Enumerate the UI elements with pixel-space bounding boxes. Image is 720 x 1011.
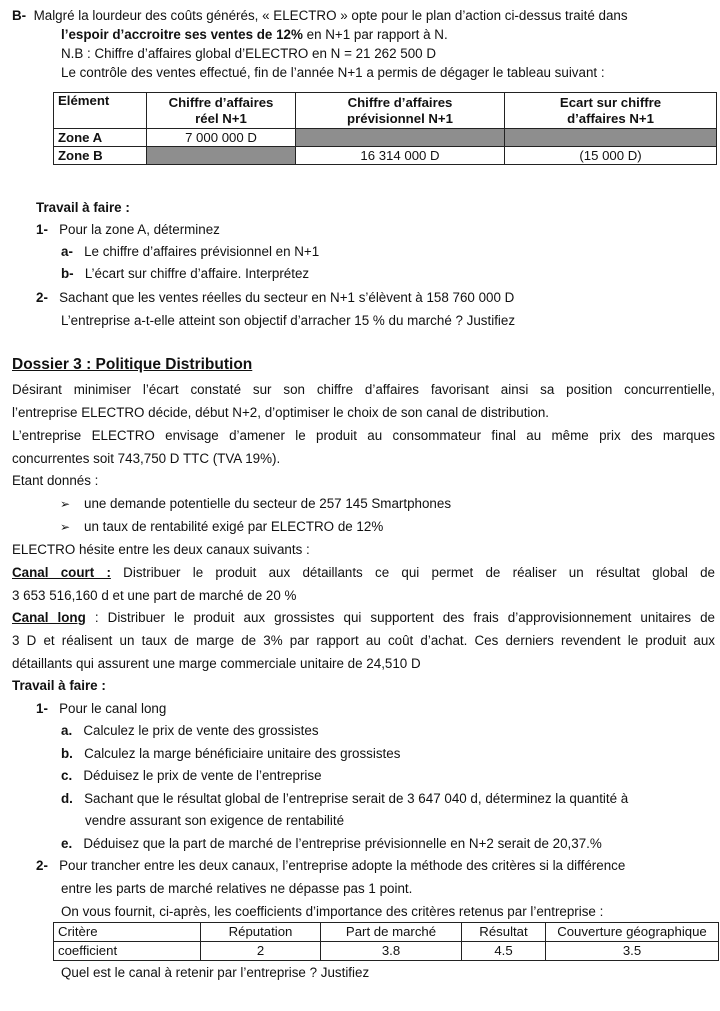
criteria-header-critere: Critère — [54, 923, 201, 942]
criteria-label-coefficient: coefficient — [54, 942, 201, 961]
d3-p1-line1: Désirant minimiser l’écart constaté sur son chiffre d’affaires favorisant ainsi sa position concurrentielle, — [12, 382, 715, 397]
zone-b-ca-prev: 16 314 000 D — [296, 147, 505, 165]
control-intro: Le contrôle des ventes effectué, fin de l’année N+1 a permis de dégager le tableau suivant : — [61, 65, 605, 80]
d3-question-2: 2- Pour trancher entre les deux canaux, l’entreprise adopte la méthode des critères si la différence — [36, 858, 626, 873]
d3-question-1b: b. Calculez la marge bénéficiaire unitaire des grossistes — [61, 746, 401, 761]
zone-b-ecart: (15 000 D) — [505, 147, 717, 165]
criteria-header-resultat: Résultat — [462, 923, 546, 942]
coef-couverture: 3.5 — [546, 942, 719, 961]
given-title: Etant donnés : — [12, 473, 99, 488]
bullet-rentability: ➢ un taux de rentabilité exigé par ELECTRO de 12% — [60, 519, 384, 534]
question-1a: a- Le chiffre d’affaires prévisionnel en N+1 — [61, 244, 320, 259]
d3-question-2-line3: On vous fournit, ci-après, les coefficients d’importance des critères retenus par l’entreprise : — [61, 904, 604, 919]
zone-a-ecart-blank — [505, 129, 717, 147]
d3-question-1e: e. Déduisez que la part de marché de l’entreprise prévisionnelle en N+2 serait de 20,37.% — [61, 836, 602, 851]
header-ca-reel-2: réel N+1 — [195, 110, 247, 126]
canal-long-label: Canal long — [12, 610, 86, 625]
header-ca-prev-1: Chiffre d’affaires — [347, 94, 453, 110]
question-1: 1- Pour la zone A, déterminez — [36, 222, 220, 237]
growth-goal-rest: en N+1 par rapport à N. — [302, 27, 448, 42]
d3-question-1: 1- Pour le canal long — [36, 701, 167, 716]
question-2: 2- Sachant que les ventes réelles du secteur en N+1 s’élèvent à 158 760 000 D — [36, 290, 515, 305]
d3-p2-line2: concurrentes soit 743,750 D TTC (TVA 19%). — [12, 451, 281, 466]
arrow-bullet-icon: ➢ — [60, 520, 71, 534]
criteria-header-reputation: Réputation — [201, 923, 321, 942]
sales-table-header — [54, 93, 717, 129]
criteria-table — [53, 922, 719, 961]
coef-resultat: 4.5 — [462, 942, 546, 961]
d3-question-2-line2: entre les parts de marché relatives ne dépasse pas 1 point. — [61, 881, 413, 896]
zone-a-ca-reel: 7 000 000 D — [147, 129, 296, 147]
question-2-line2: L’entreprise a-t-elle atteint son objectif d’arracher 15 % du marché ? Justifiez — [61, 313, 516, 328]
part-b-label: B- — [12, 8, 27, 23]
nb-note: N.B : Chiffre d’affaires global d’ELECTRO en N = 21 262 500 D — [61, 46, 437, 61]
d3-p1-line2: l’entreprise ELECTRO décide, début N+2, d’optimiser le choix de son canal de distribution. — [12, 405, 550, 420]
work-title-d3: Travail à faire : — [12, 678, 106, 693]
part-b-intro: Malgré la lourdeur des coûts générés, « ELECTRO » opte pour le plan d’action ci-dessus traité dans — [33, 8, 628, 23]
d3-question-1c: c. Déduisez le prix de vente de l’entreprise — [61, 768, 322, 783]
dossier-3-title: Dossier 3 : Politique Distribution — [12, 356, 253, 373]
question-1b: b- L’écart sur chiffre d’affaire. Interprétez — [61, 266, 310, 281]
zone-a-ca-prev-blank — [296, 129, 505, 147]
row-label-zone-b: Zone B — [58, 147, 103, 163]
canal-long-line1: Canal long : Distribuer le produit aux grossistes qui supportent des frais d’approvisionnement unitaires de — [12, 610, 715, 625]
hesitate-line: ELECTRO hésite entre les deux canaux suivants : — [12, 542, 310, 557]
criteria-header — [54, 923, 719, 942]
sales-table — [53, 92, 717, 165]
criteria-header-part: Part de marché — [321, 923, 462, 942]
header-ca-reel-1: Chiffre d’affaires — [168, 94, 274, 110]
header-ecart-1: Ecart sur chiffre — [559, 94, 662, 110]
part-b-line2 — [61, 26, 448, 43]
d3-question-1a: a. Calculez le prix de vente des grossistes — [61, 723, 319, 738]
header-ecart-2: d’affaires N+1 — [567, 110, 654, 126]
canal-court-line1: Canal court : Distribuer le produit aux détaillants ce qui permet de réaliser un résultat global de — [12, 565, 716, 580]
header-ca-prev-2: prévisionnel N+1 — [347, 110, 453, 126]
d3-p2-line1: L’entreprise ELECTRO envisage d’amener le produit au consommateur final au même prix des marques — [12, 428, 715, 443]
part-b-line1 — [12, 7, 628, 24]
work-title-b: Travail à faire : — [36, 200, 130, 215]
header-element: Elément — [58, 93, 110, 108]
canal-court-line2: 3 653 516,160 d et une part de marché de 20 % — [12, 588, 297, 603]
table-row — [54, 129, 717, 147]
final-question: Quel est le canal à retenir par l’entreprise ? Justifiez — [61, 965, 370, 980]
d3-question-1d-line2: vendre assurant son exigence de rentabilité — [85, 813, 345, 828]
coef-reputation: 2 — [201, 942, 321, 961]
criteria-row — [54, 942, 719, 961]
criteria-header-couverture: Couverture géographique — [546, 923, 719, 942]
canal-court-label: Canal court : — [12, 565, 111, 580]
canal-long-line3: détaillants qui assurent une marge commerciale unitaire de 24,510 D — [12, 656, 421, 671]
growth-goal: l’espoir d’accroitre ses ventes de 12% — [61, 27, 303, 42]
d3-question-1d: d. Sachant que le résultat global de l’entreprise serait de 3 647 040 d, déterminez la quantité à — [61, 791, 629, 806]
arrow-bullet-icon: ➢ — [60, 497, 71, 511]
bullet-demand: ➢ une demande potentielle du secteur de 257 145 Smartphones — [60, 496, 452, 511]
row-label-zone-a: Zone A — [58, 129, 103, 145]
canal-long-line2: 3 D et réalisent un taux de marge de 3% par rapport au coût d’achat. Ces derniers revendent le produit aux — [12, 633, 715, 648]
table-row — [54, 147, 717, 165]
zone-b-ca-reel-blank — [147, 147, 296, 165]
coef-part-marche: 3.8 — [321, 942, 462, 961]
